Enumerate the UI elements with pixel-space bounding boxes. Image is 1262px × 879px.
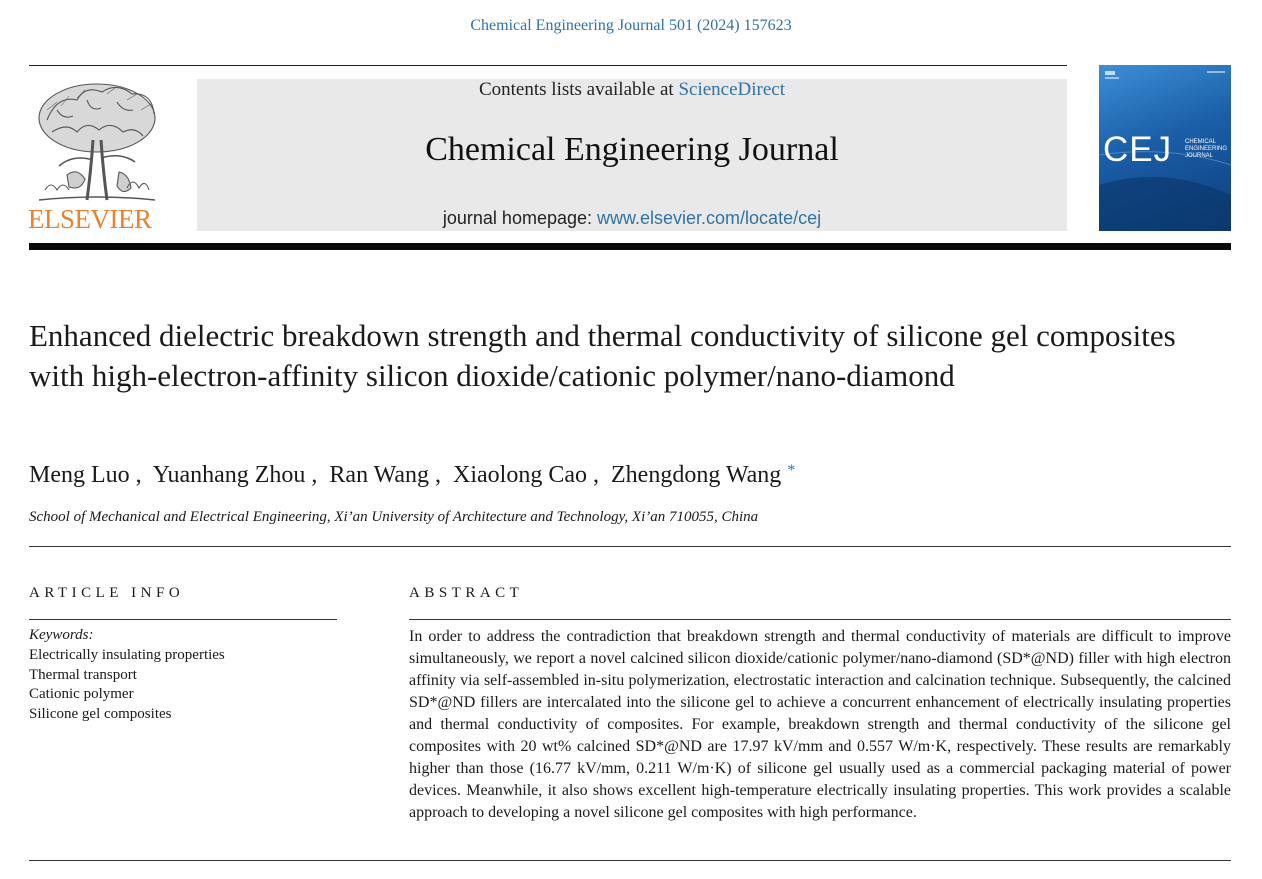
keyword-item: Cationic polymer — [29, 686, 134, 703]
bottom-rule — [29, 860, 1231, 861]
journal-homepage-line — [197, 207, 1067, 229]
sciencedirect-link[interactable]: ScienceDirect — [678, 79, 786, 100]
keywords-label: Keywords: — [29, 627, 94, 643]
elsevier-wordmark[interactable]: ELSEVIER — [28, 204, 152, 234]
cover-cej-mark: CEJ — [1103, 130, 1173, 169]
author-name[interactable]: Zhengdong Wang — [611, 462, 782, 488]
cover-subtitle-line: ENGINEERING — [1185, 146, 1228, 152]
author-separator: , — [587, 462, 599, 488]
header-top-rule — [29, 65, 1067, 66]
cover-subtitle-line: JOURNAL — [1185, 153, 1214, 159]
cover-subtitle — [1185, 139, 1227, 160]
author-separator: , — [305, 462, 318, 488]
author-separator: , — [429, 462, 442, 488]
contents-available-line — [197, 79, 1067, 101]
author-affiliation: School of Mechanical and Electrical Engineering, Xi’an University of Architecture and Technology, Xi’an 710055, China — [29, 509, 759, 525]
journal-banner — [197, 79, 1067, 231]
corresponding-author-mark[interactable]: * — [787, 462, 796, 479]
author-name[interactable]: Yuanhang Zhou — [152, 462, 306, 488]
header-thick-rule — [29, 243, 1231, 250]
keyword-item: Silicone gel composites — [29, 706, 172, 723]
keywords-block — [29, 626, 359, 725]
abstract-rule — [409, 619, 1231, 620]
journal-cover-icon[interactable] — [1099, 65, 1231, 231]
cover-subtitle-line: CHEMICAL — [1185, 139, 1217, 145]
journal-citation[interactable]: Chemical Engineering Journal 501 (2024) 157623 — [470, 17, 792, 34]
homepage-prefix: journal homepage: — [442, 208, 597, 228]
abstract-text: In order to address the contradiction that breakdown strength and thermal conductivity of materials are difficult to improve simultaneously, we report a novel calcined silicon dioxide/cationic polymer/nano-diamond (SD*@ND) filler with high electron affinity via self-assembled in-situ polymerization, electrostatic interaction and calcination technique. Subsequently, the calcined SD*@ND fillers are intercalated into the silicone gel to achieve a concurrent enhancement of electrically insulating properties and thermal conductivity of composites. For example, breakdown strength and thermal conductivity of the silicone gel composites with 20 wt% calcined SD*@ND are 17.97 kV/mm and 0.557 W/m·K, respectively. These results are remarkably higher than those (16.77 kV/mm, 0.211 W/m·K) of silicone gel usually used as a commercial packaging material of power devices. Meanwhile, it also shows excellent high-temperature electrically insulating properties. This work provides a scalable approach to developing a novel silicone gel composites with high performance. — [409, 628, 1231, 821]
journal-homepage-link[interactable]: www.elsevier.com/locate/cej — [597, 208, 822, 228]
author-name[interactable]: Ran Wang — [329, 462, 430, 488]
keyword-item: Electrically insulating properties — [29, 646, 225, 663]
author-name[interactable]: Xiaolong Cao — [453, 462, 587, 488]
keyword-item: Thermal transport — [29, 666, 137, 683]
journal-name: Chemical Engineering Journal — [425, 131, 839, 168]
abstract-heading: ABSTRACT — [409, 585, 524, 601]
author-list — [29, 458, 1209, 492]
article-info-rule — [29, 619, 337, 620]
contents-prefix: Contents lists available at — [478, 79, 679, 100]
article-info-heading: ARTICLE INFO — [29, 585, 185, 601]
article-title: Enhanced dielectric breakdown strength and thermal conductivity of silicone gel composites with high-electron-affinity silicon dioxide/cationic polymer/nano-diamond — [29, 318, 1176, 393]
section-divider-rule — [29, 546, 1231, 547]
author-name[interactable]: Meng Luo — [29, 462, 130, 488]
author-separator: , — [129, 462, 142, 488]
